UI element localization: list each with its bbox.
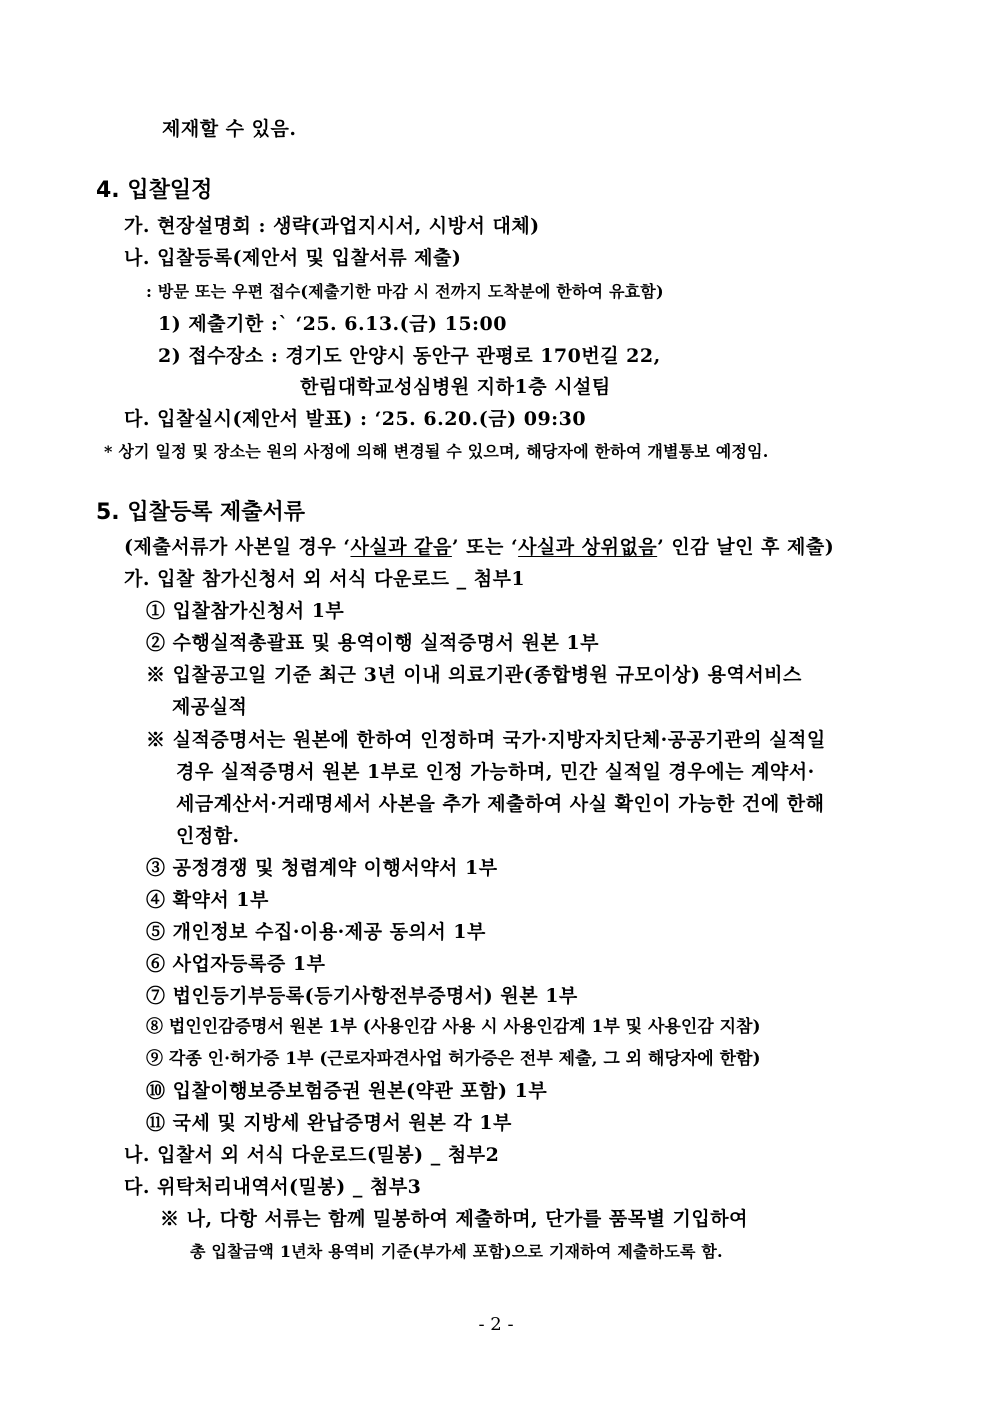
list-item: ⑧ 법인인감증명서 원본 1부 (사용인감 사용 시 사용인감계 1부 및 사용인감 지참) [146,1017,761,1037]
section4-note: * 상기 일정 및 장소는 원의 사정에 의해 변경될 수 있으며, 해당자에 한하여 개별통보 예정임. [104,442,769,461]
top-line: 제재할 수 있음. [162,118,297,140]
list-item: ⑩ 입찰이행보증보험증권 원본(약관 포함) 1부 [146,1080,548,1102]
section5-item-c: 다. 위탁처리내역서(밀봉) _ 첨부3 [124,1176,422,1198]
section4-location: 2) 접수장소 : 경기도 안양시 동안구 관평로 170번길 22, [158,345,661,367]
section4-location-cont: 한림대학교성심병원 지하1층 시설팀 [300,376,611,398]
page-number: - 2 - [478,1314,514,1335]
section5-intro-underline-1: 사실과 같음 [350,536,452,558]
note2-line1: ※ 실적증명서는 원본에 한하여 인정하며 국가·지방자치단체·공공기관의 실적일 [146,729,826,751]
final-note-line1: ※ 나, 다항 서류는 함께 밀봉하여 제출하며, 단가를 품목별 기입하여 [160,1208,748,1230]
note2-line3: 세금계산서·거래명세서 사본을 추가 제출하여 사실 확인이 가능한 건에 한해 [176,793,825,815]
section5-title: 5. 입찰등록 제출서류 [96,500,305,525]
section5-item-b: 나. 입찰서 외 서식 다운로드(밀봉) _ 첨부2 [124,1144,500,1166]
list-item: ⑥ 사업자등록증 1부 [146,953,326,975]
section4-item-b-note: : 방문 또는 우편 접수(제출기한 마감 시 전까지 도착분에 한하여 유효함) [146,282,664,301]
note2-line2: 경우 실적증명서 원본 1부로 인정 가능하며, 민간 실적일 경우에는 계약서· [176,761,815,783]
section4-item-b: 나. 입찰등록(제안서 및 입찰서류 제출) [124,247,462,269]
list-item: ① 입찰참가신청서 1부 [146,600,345,622]
section5-intro-pre: (제출서류가 사본일 경우 ‘ [124,536,351,558]
list-item: ⑤ 개인정보 수집·이용·제공 동의서 1부 [146,921,486,943]
list-item: ⑨ 각종 인·허가증 1부 (근로자파견사업 허가증은 전부 제출, 그 외 해당자에 한함) [146,1049,761,1069]
section5-intro-post: ’ 인감 날인 후 제출) [657,536,835,558]
section4-item-c: 다. 입찰실시(제안서 발표) : ‘25. 6.20.(금) 09:30 [124,408,587,430]
list-item: ⑦ 법인등기부등록(등기사항전부증명서) 원본 1부 [146,985,578,1007]
section5-item-a: 가. 입찰 참가신청서 외 서식 다운로드 _ 첨부1 [124,568,526,590]
note2-line4: 인정함. [176,825,240,847]
list-item: ⑪ 국세 및 지방세 완납증명서 원본 각 1부 [146,1112,512,1134]
note1-line1: ※ 입찰공고일 기준 최근 3년 이내 의료기관(종합병원 규모이상) 용역서비스 [146,664,802,686]
section4-deadline: 1) 제출기한 :` ‘25. 6.13.(금) 15:00 [158,313,508,335]
note1-line2: 제공실적 [172,696,248,718]
section5-intro [124,533,834,561]
section5-intro-underline-2: 사실과 상위없음 [518,536,658,558]
list-item: ② 수행실적총괄표 및 용역이행 실적증명서 원본 1부 [146,632,599,654]
final-note-line2: 총 입찰금액 1년차 용역비 기준(부가세 포함)으로 기재하여 제출하도록 함. [190,1242,723,1261]
list-item: ③ 공정경쟁 및 청렴계약 이행서약서 1부 [146,857,498,879]
list-item: ④ 확약서 1부 [146,889,269,911]
section4-title: 4. 입찰일정 [96,178,213,203]
section4-item-a: 가. 현장설명회 : 생략(과업지시서, 시방서 대체) [124,215,540,237]
section5-intro-mid: ’ 또는 ‘ [451,536,519,558]
